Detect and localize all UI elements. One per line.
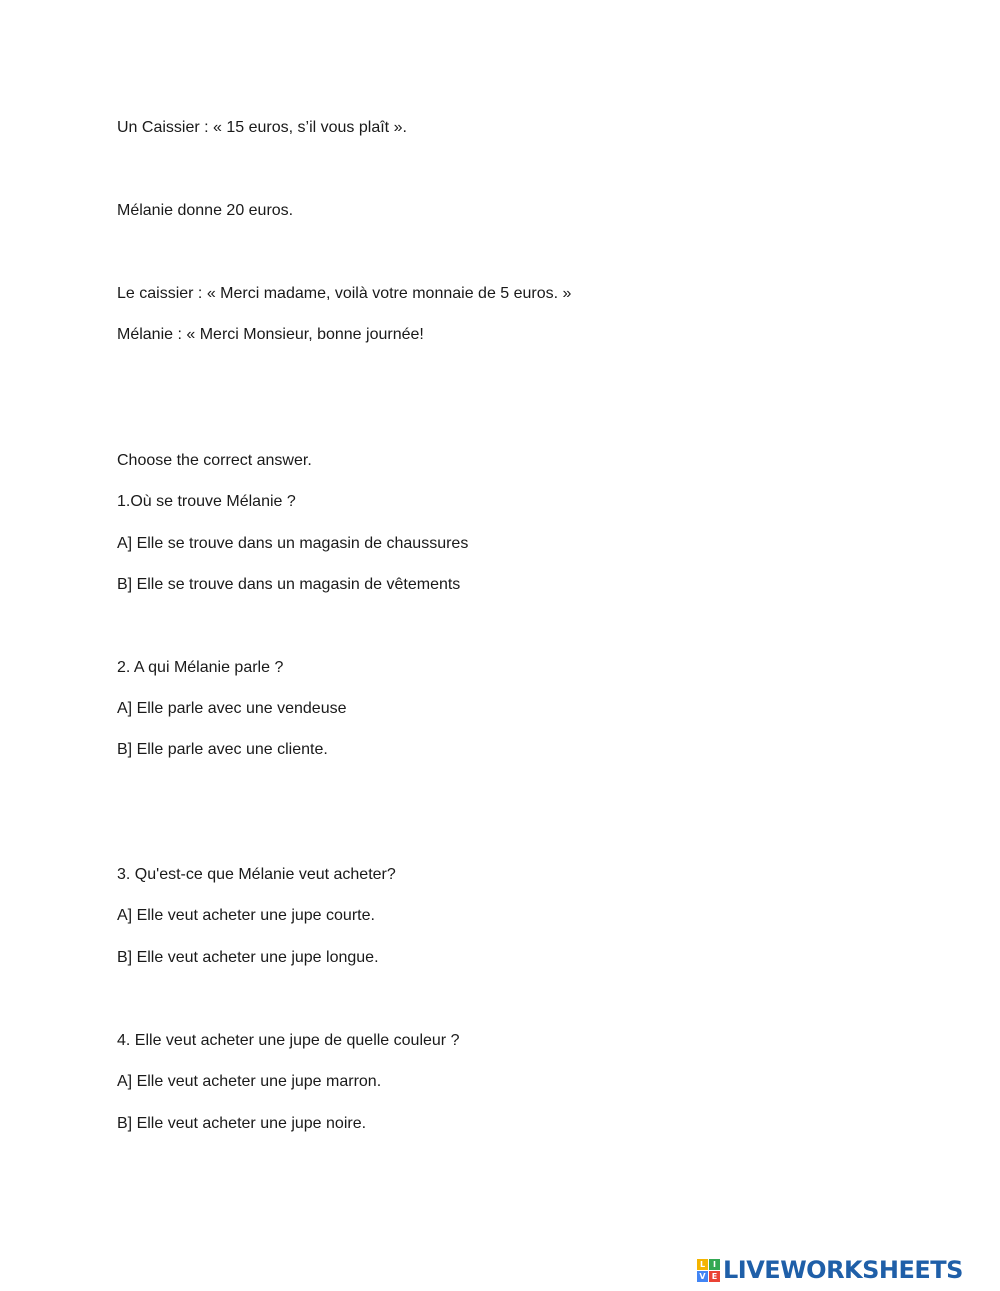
instruction-text: Choose the correct answer. [117,452,312,469]
liveworksheets-logo [697,1256,963,1284]
question-4-option-b[interactable]: B] Elle veut acheter une jupe noire. [117,1115,367,1132]
question-1-option-a[interactable]: A] Elle se trouve dans un magasin de chaussures [117,535,469,552]
logo-letter-l: L [697,1259,708,1270]
question-2-option-a[interactable]: A] Elle parle avec une vendeuse [117,700,347,717]
question-3-option-b[interactable]: B] Elle veut acheter une jupe longue. [117,949,379,966]
question-4: 4. Elle veut acheter une jupe de quelle couleur ? [117,1032,460,1049]
dialogue-line-cashier-price: Un Caissier : « 15 euros, s’il vous plaît ». [117,119,407,136]
question-4-option-a[interactable]: A] Elle veut acheter une jupe marron. [117,1073,382,1090]
dialogue-line-cashier-change: Le caissier : « Merci madame, voilà votre monnaie de 5 euros. » [117,285,572,302]
dialogue-line-melanie-thanks: Mélanie : « Merci Monsieur, bonne journée! [117,326,424,343]
question-1: 1.Où se trouve Mélanie ? [117,493,296,510]
logo-letter-i: I [709,1259,720,1270]
logo-letter-e: E [709,1271,720,1282]
question-3-option-a[interactable]: A] Elle veut acheter une jupe courte. [117,907,375,924]
dialogue-line-payment: Mélanie donne 20 euros. [117,202,294,219]
logo-letter-v: V [697,1271,708,1282]
question-3: 3. Qu'est-ce que Mélanie veut acheter? [117,866,396,883]
logo-wordmark: LIVEWORKSHEETS [723,1256,963,1284]
question-1-option-b[interactable]: B] Elle se trouve dans un magasin de vêtements [117,576,461,593]
logo-mark-icon [697,1259,720,1282]
question-2: 2. A qui Mélanie parle ? [117,659,284,676]
question-2-option-b[interactable]: B] Elle parle avec une cliente. [117,741,328,758]
